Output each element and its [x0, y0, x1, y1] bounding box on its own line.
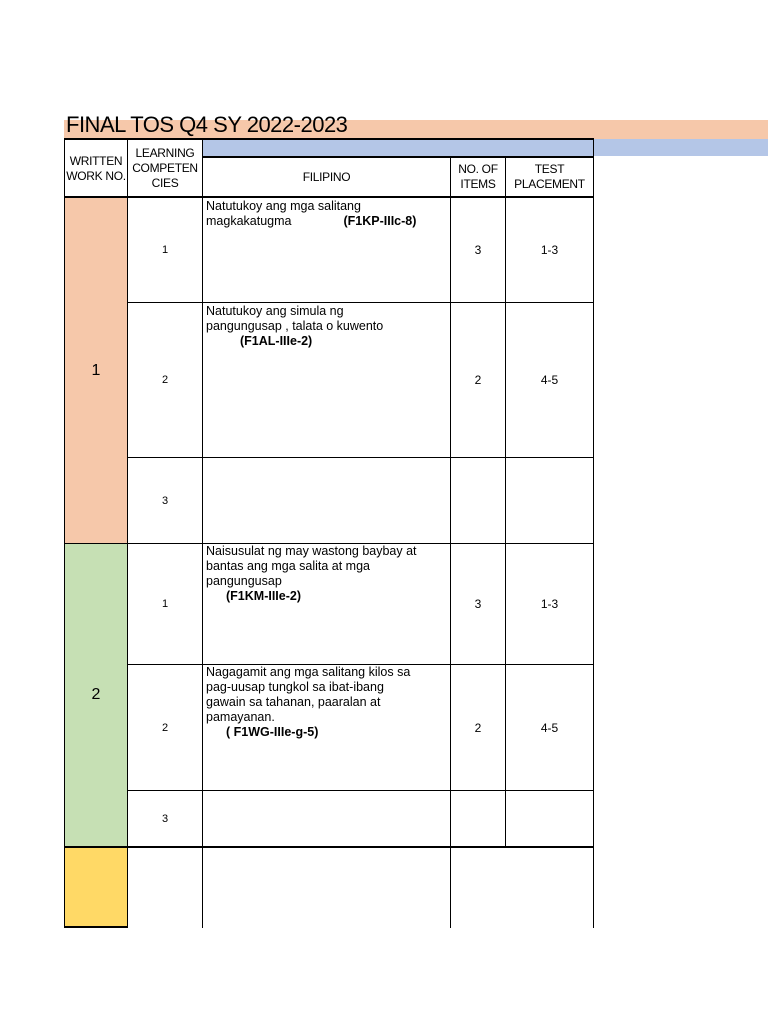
test-placement: 4-5	[540, 373, 559, 387]
table-border-bottom	[64, 926, 128, 928]
items-count: 3	[474, 597, 482, 611]
competency-line: pangungusap , talata o kuwento	[206, 319, 384, 333]
items-count: 2	[474, 373, 482, 387]
competency-line: magkakatugma (F1KP-IIIc-8)	[206, 214, 417, 228]
competency-text	[203, 199, 450, 229]
competency-line: gawain sa tahanan, paaralan at	[206, 695, 381, 709]
competency-no: 3	[161, 812, 169, 825]
table-col-rule	[127, 138, 128, 928]
test-placement: 1-3	[540, 597, 559, 611]
header-band	[203, 139, 768, 156]
competency-code: ( F1WG-IIIe-g-5)	[226, 725, 319, 739]
ww-number-2: 2	[91, 686, 101, 703]
competency-line: Natutukoy ang simula ng	[206, 304, 344, 318]
competency-line: Naisusulat ng may wastong baybay at	[206, 544, 417, 558]
header-test-placement: TEST PLACEMENT	[514, 162, 585, 191]
competency-line: bantas ang mga salita at mga	[206, 559, 370, 573]
competency-text	[203, 544, 450, 604]
competency-text	[203, 304, 450, 349]
table-border-top	[64, 138, 594, 140]
competency-line: pag-uusap tungkol sa ibat-ibang	[206, 680, 384, 694]
competency-no: 2	[161, 721, 169, 734]
competency-line: pamayanan.	[206, 710, 275, 724]
test-placement: 1-3	[540, 243, 559, 257]
competency-no: 1	[161, 244, 169, 256]
ww-number-1: 1	[91, 361, 101, 379]
table-border-right	[593, 138, 594, 928]
table-rule	[64, 196, 594, 198]
table-rule	[128, 302, 594, 303]
table-col-rule	[202, 138, 203, 928]
table-rule	[64, 846, 594, 848]
competency-text	[203, 665, 450, 740]
page-title: FINAL TOS Q4 SY 2022-2023	[66, 112, 348, 137]
header-subject: FILIPINO	[302, 169, 351, 184]
table-col-rule	[505, 156, 506, 847]
competency-no: 3	[161, 494, 169, 507]
table-rule	[64, 543, 594, 544]
table-rule	[128, 457, 594, 458]
ww-group-3-fill	[65, 848, 127, 927]
competency-line: pangungusap	[206, 574, 282, 588]
items-count: 3	[474, 243, 482, 257]
header-learning-competencies: LEARNING COMPETEN CIES	[132, 146, 198, 190]
competency-no: 1	[161, 598, 169, 610]
header-no-of-items: NO. OF ITEMS	[458, 162, 498, 191]
table-rule	[128, 664, 594, 665]
table-border-left	[64, 138, 65, 928]
competency-code: (F1AL-IIIe-2)	[240, 334, 313, 348]
competency-code: (F1KP-IIIc-8)	[343, 214, 417, 228]
table-rule	[128, 790, 594, 791]
test-placement: 4-5	[540, 720, 559, 735]
items-count: 2	[474, 720, 482, 735]
competency-line: Nagagamit ang mga salitang kilos sa	[206, 665, 411, 679]
competency-line: Natutukoy ang mga salitang	[206, 199, 361, 213]
table-col-rule	[450, 156, 451, 928]
table-rule	[202, 156, 594, 158]
competency-code: (F1KM-IIIe-2)	[226, 589, 301, 603]
competency-no: 2	[161, 374, 169, 386]
header-written-work: WRITTEN WORK NO.	[66, 153, 126, 183]
